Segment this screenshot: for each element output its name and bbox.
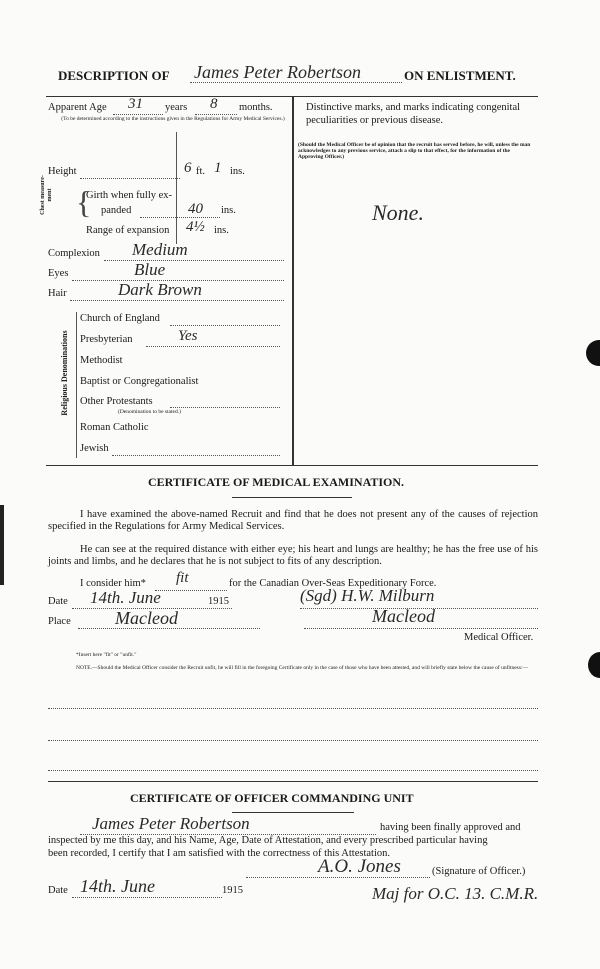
place-label: Place xyxy=(48,616,71,627)
complexion-value: Medium xyxy=(132,240,188,259)
years-label: years xyxy=(165,102,188,113)
ft-label: ft. xyxy=(196,166,206,177)
medical-para-1: I have examined the above-named Recruit and find that he does not present any of the causes of rejection specified in the Regulations for Army Medical Services. xyxy=(48,509,538,532)
range-value: 4½ xyxy=(186,219,205,235)
consider-prefix: I consider him* xyxy=(80,578,146,589)
place-value: Macleod xyxy=(115,608,178,628)
medical-para-2: He can see at the required distance with either eye; his heart and lungs are healthy; he has the free use of his joints and limbs, and he declares that he is not subject to fits of any description. xyxy=(48,544,538,567)
denomination-note: (Denomination to be stated.) xyxy=(118,409,181,415)
range-ins-label: ins. xyxy=(214,225,229,236)
date-label: Date xyxy=(48,596,68,607)
consider-value: fit xyxy=(176,570,189,586)
girth-value: 40 xyxy=(188,201,203,217)
unfitness-note: NOTE.—Should the Medical Officer consider the Recruit unfit, he will fill in the foregoing Certificate only in the case of those who have been attested, and will briefly state below the cause of unfitness:— xyxy=(76,665,528,671)
medical-title: CERTIFICATE OF MEDICAL EXAMINATION. xyxy=(148,475,405,489)
girth-label-1: Girth when fully ex- xyxy=(86,190,173,201)
religion-roman-catholic: Roman Catholic xyxy=(80,422,149,433)
recruit-name: James Peter Robertson xyxy=(194,62,361,82)
religion-presbyterian: Presbyterian xyxy=(80,334,133,345)
signature-label: (Signature of Officer.) xyxy=(432,866,526,877)
religion-methodist: Methodist xyxy=(80,355,123,366)
girth-label-2: panded xyxy=(101,205,132,216)
religion-other-protestants: Other Protestants xyxy=(80,396,153,407)
scan-edge-mark xyxy=(0,505,4,585)
medical-officer-label: Medical Officer. xyxy=(464,632,534,643)
attestation-document: DESCRIPTION OF James Peter Robertson ON ENLISTMENT. Apparent Age 31 years 8 months. (To be determined according to the instructions given in the Regulations for Army Medical Services.) Height 6 ft. 1 ins. Chest measure-ment { Girth when fully ex- panded 40 ins. Range of expansion 4½ ins. Complexion Medium Eyes Blue Hair Dark Brown Religious Denominations Church of England Presbyterian Yes Methodist Baptist or Congregationalist Other Protestants (Denomination to be stated.) Roman Catholic Jewish Distinctive marks, and marks indicating congenital peculiarities or previous disease. (Should the Medical Officer be of opinion that the recruit has served before, he will, unless the man acknowledges to any previous service, attach a slip to that effect, for the information of the Approving Officer.) None. CERTIFICATE OF MEDICAL EXAMINATION. I have examined the above-named Recruit and find that he does not present any of the causes of rejection specified in the Regulations for Army Medical Services. He can see at the required distance with either eye; his heart and lungs are healthy; he has the free use of his joints and limbs, and he declares that he is not subject to fits of any description. I consider him* fit for the Canadian Over-Seas Expeditionary Force. Date 14th. June 1915 (Sgd) H.W. Milburn Place Macleod Macleod Medical Officer. *Insert here "fit" or "unfit." NOTE.—Should the Medical Officer consider the Recruit unfit, he will fill in the foregoing Certificate only in the case of those who have been attested, and will briefly state below the cause of unfitness:— CERTIFICATE OF OFFICER COMMANDING UNIT James Peter Robertson having been finally approved and inspected by me this day, and his Name, Age, Date of Attestation, and every prescribed particular having been recorded, I certify that I am satisfied with the correctness of this Attestation. A.O. Jones (Signature of Officer.) Date 14th. June 1915 Maj for O.C. 13. C.M.R. xyxy=(0,0,600,969)
height-ft: 6 xyxy=(184,160,192,176)
apparent-age-label: Apparent Age xyxy=(48,102,107,113)
title-suffix: ON ENLISTMENT. xyxy=(404,68,516,83)
height-label: Height xyxy=(48,166,77,177)
punch-hole-mark xyxy=(588,652,600,678)
religion-label: Religious Denominations xyxy=(60,330,69,416)
consider-suffix: for the Canadian Over-Seas Expeditionary Force. xyxy=(229,578,437,589)
girth-ins-label: ins. xyxy=(221,205,236,216)
marks-heading: Distinctive marks, and marks indicating congenital peculiarities or previous disease. xyxy=(306,102,521,126)
officer-date-value: 14th. June xyxy=(80,876,155,896)
officer-text-2: inspected by me this day, and his Name, Age, Date of Attestation, and every prescribed particular having xyxy=(48,835,488,846)
religion-church-of-england: Church of England xyxy=(80,313,160,324)
months-label: months. xyxy=(239,102,273,113)
hair-label: Hair xyxy=(48,288,67,299)
age-note: (To be determined according to the instructions given in the Regulations for Army Medical Services.) xyxy=(61,116,285,122)
title-prefix: DESCRIPTION OF xyxy=(58,68,170,83)
officer-date-label: Date xyxy=(48,885,68,896)
officer-date-year: 1915 xyxy=(222,885,243,896)
unfitness-line xyxy=(48,770,538,771)
height-ins: 1 xyxy=(214,160,222,176)
religion-jewish: Jewish xyxy=(80,443,109,454)
range-label: Range of expansion xyxy=(86,225,170,236)
officer-signature: A.O. Jones xyxy=(318,856,401,877)
officer-text-1: having been finally approved and xyxy=(380,822,521,833)
chest-label: Chest measure-ment xyxy=(40,175,53,215)
column-divider xyxy=(292,96,294,466)
religion-baptist: Baptist or Congregationalist xyxy=(80,376,199,387)
eyes-value: Blue xyxy=(134,260,166,279)
hair-value: Dark Brown xyxy=(118,280,202,299)
marks-value: None. xyxy=(372,200,424,225)
officer-title: CERTIFICATE OF OFFICER COMMANDING UNIT xyxy=(130,791,414,805)
medical-officer-signature: (Sgd) H.W. Milburn xyxy=(300,586,435,605)
complexion-label: Complexion xyxy=(48,248,100,259)
signature-place: Macleod xyxy=(372,606,435,626)
punch-hole-mark xyxy=(586,340,600,366)
officer-text-3: been recorded, I certify that I am satisfied with the correctness of this Attestation. xyxy=(48,848,391,859)
age-years: 31 xyxy=(128,96,143,112)
officer-rank-note: Maj for O.C. 13. C.M.R. xyxy=(372,884,539,903)
officer-recruit-name: James Peter Robertson xyxy=(92,814,250,833)
insert-note: *Insert here "fit" or "unfit." xyxy=(76,652,137,658)
date-year: 1915 xyxy=(208,596,229,607)
marks-note: (Should the Medical Officer be of opinion that the recruit has served before, he will, unless the man acknowledges to any previous service, attach a slip to that effect, for the information of the Approving Officer.) xyxy=(298,142,531,160)
eyes-label: Eyes xyxy=(48,268,69,279)
presbyterian-value: Yes xyxy=(178,328,198,344)
unfitness-line xyxy=(48,708,538,709)
ins-label: ins. xyxy=(230,166,245,177)
date-value: 14th. June xyxy=(90,588,161,607)
unfitness-line xyxy=(48,740,538,741)
age-months: 8 xyxy=(210,96,218,112)
